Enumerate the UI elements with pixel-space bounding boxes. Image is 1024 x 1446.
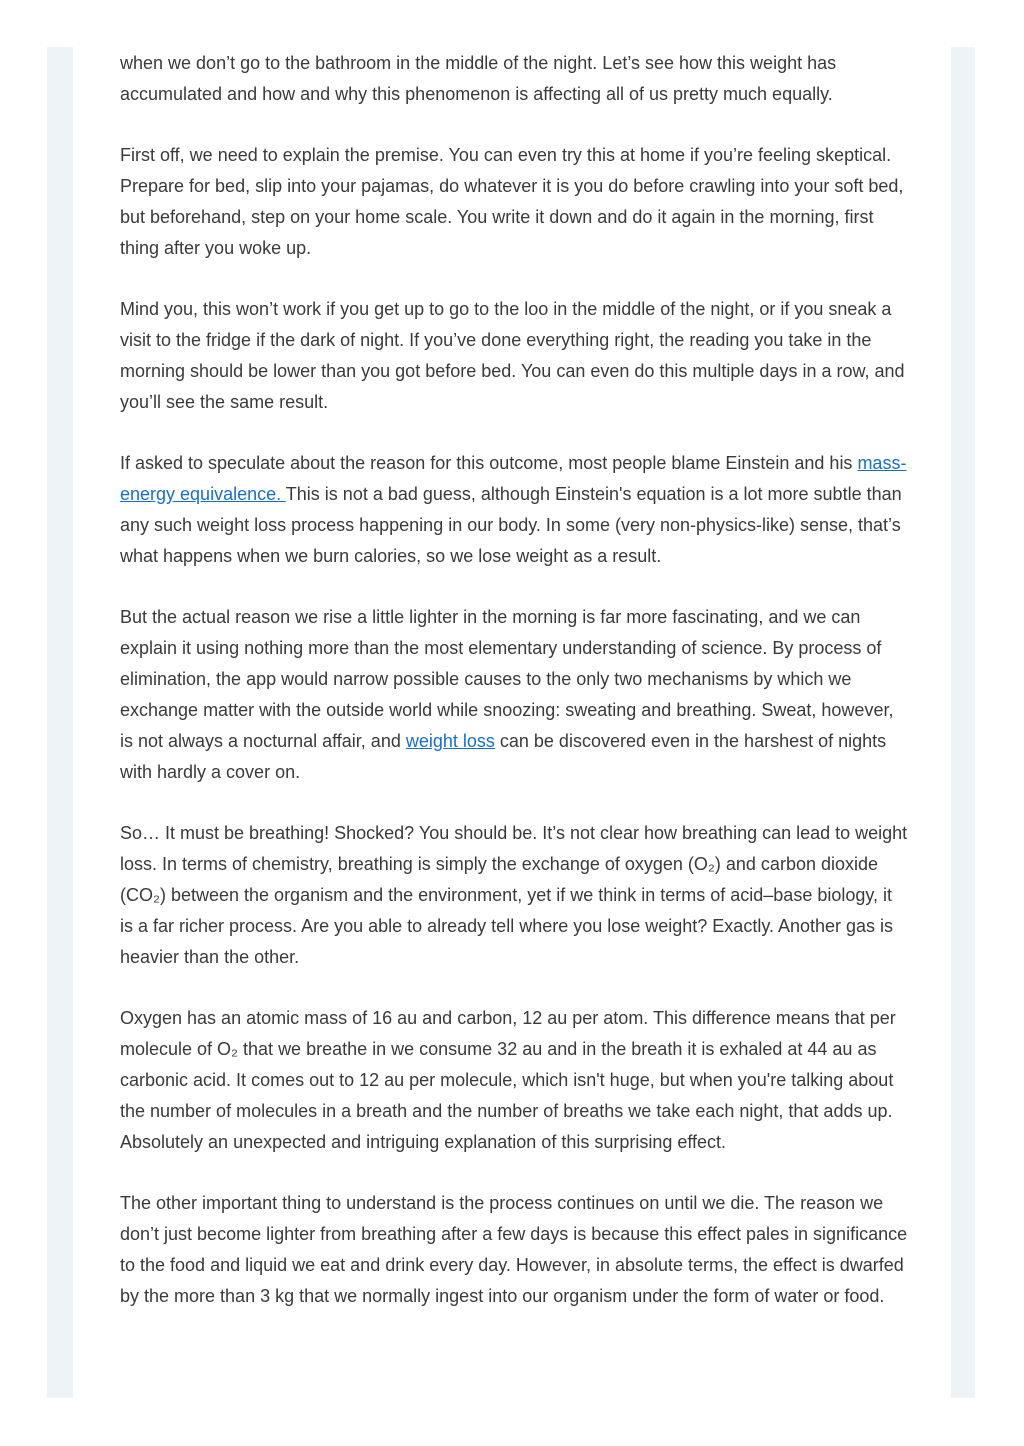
weight-loss-link[interactable]: weight loss — [405, 731, 495, 751]
paragraph-4-text-end: This is not a bad guess, although Einstein's equation is a lot more subtle than any such weight loss process happening in our body. In some (very non-physics-like) sense, that’s what happens when we burn calories, so we lose weight as a result. — [120, 484, 902, 566]
paragraph-4-text-start: If asked to speculate about the reason for this outcome, most people blame Einstein and his — [120, 453, 858, 473]
paragraph-5 — [120, 602, 910, 788]
paragraph-7: Oxygen has an atomic mass of 16 au and carbon, 12 au per atom. This difference means that per molecule of O₂ that we breathe in we consume 32 au and in the breath it is exhaled at 44 au as carbonic acid. It comes out to 12 au per molecule, which isn't huge, but when you're talking about the number of molecules in a breath and the number of breaths we take each night, that adds up. Absolutely an unexpected and intriguing explanation of this surprising effect. — [120, 1008, 896, 1152]
paragraph-8: The other important thing to understand is the process continues on until we die. The reason we don’t just become lighter from breathing after a few days is because this effect pales in significance to the food and liquid we eat and drink every day. However, in absolute terms, the effect is dwarfed by the more than 3 kg that we normally ingest into our organism under the form of water or food. — [120, 1193, 908, 1306]
paragraph-4 — [120, 448, 910, 572]
paragraph-5-text-end: can be discovered even in the harshest of nights with hardly a cover on. — [120, 731, 887, 782]
paragraph-3: Mind you, this won’t work if you get up to go to the loo in the middle of the night, or if you sneak a visit to the fridge if the dark of night. If you’ve done everything right, the reading you take in the morning should be lower than you got before bed. You can even do this multiple days in a row, and you’ll see the same result. — [120, 299, 905, 412]
mass-energy-equivalence-link[interactable]: mass-energy equivalence. — [120, 453, 907, 504]
paragraph-2: First off, we need to explain the premise. You can even try this at home if you’re feeling skeptical. Prepare for bed, slip into your pajamas, do whatever it is you do before crawling into your soft bed, but beforehand, step on your home scale. You write it down and do it again in the morning, first thing after you woke up. — [120, 145, 904, 258]
article-body — [120, 48, 910, 1342]
paragraph-5-text-start: But the actual reason we rise a little lighter in the morning is far more fascinating, and we can explain it using nothing more than the most elementary understanding of science. By process of elimination, the app would narrow possible causes to the only two mechanisms by which we exchange matter with the outside world while snoozing: sweating and breathing. Sweat, however, is not always a nocturnal affair, and — [120, 607, 894, 751]
paragraph-6: So… It must be breathing! Shocked? You should be. It’s not clear how breathing can lead to weight loss. In terms of chemistry, breathing is simply the exchange of oxygen (O₂) and carbon dioxide (CO₂) between the organism and the environment, yet if we think in terms of acid–base biology, it is a far richer process. Are you able to already tell where you lose weight? Exactly. Another gas is heavier than the other. — [120, 823, 908, 967]
page-rail-left — [47, 47, 73, 1398]
paragraph-1: when we don’t go to the bathroom in the middle of the night. Let’s see how this weight has accumulated and how and why this phenomenon is affecting all of us pretty much equally. — [120, 53, 837, 104]
page-rail-right — [951, 47, 975, 1398]
